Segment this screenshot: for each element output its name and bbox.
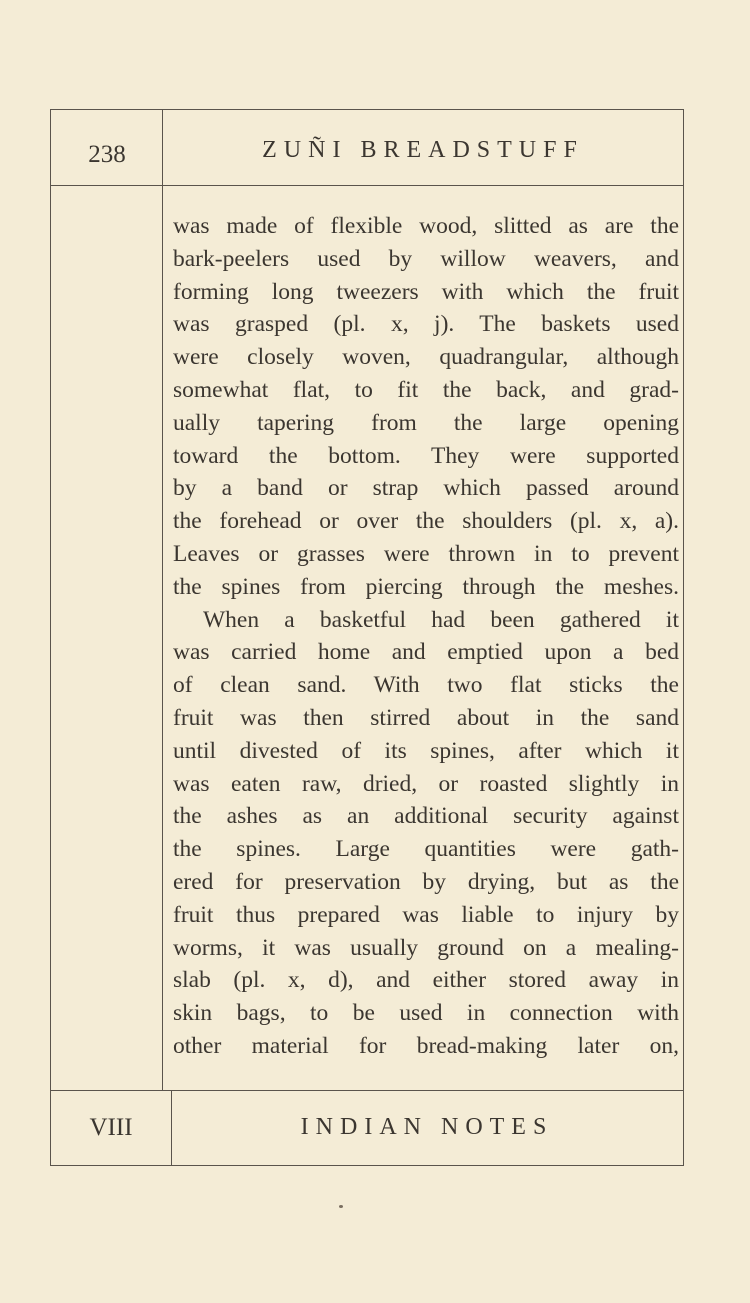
text-line: somewhat flat, to fit the back, and grad- bbox=[173, 376, 679, 403]
text-line: toward the bottom. They were supported bbox=[173, 442, 679, 469]
text-line: ered for preservation by drying, but as the bbox=[173, 868, 679, 895]
body-text bbox=[173, 210, 679, 1063]
page-frame bbox=[50, 109, 684, 1166]
text-line: the spines from piercing through the meshes. bbox=[173, 573, 679, 600]
running-title: ZUÑI BREADSTUFF bbox=[262, 137, 584, 163]
text-line: skin bags, to be used in connection with bbox=[173, 1000, 679, 1027]
text-line: bark-peelers used by willow weavers, and bbox=[173, 245, 679, 272]
paper-speck bbox=[339, 1205, 343, 1208]
text-line: the ashes as an additional security against bbox=[173, 803, 679, 830]
text-line: other material for bread-making later on, bbox=[173, 1032, 679, 1059]
header-divider bbox=[51, 185, 683, 186]
page-number: 238 bbox=[88, 140, 126, 168]
text-line: the spines. Large quantities were gath- bbox=[173, 836, 679, 863]
text-line: fruit thus prepared was liable to injury by bbox=[173, 901, 679, 928]
text-line: forming long tweezers with which the fruit bbox=[173, 278, 679, 305]
text-line: by a band or strap which passed around bbox=[173, 475, 679, 502]
text-line: of clean sand. With two flat sticks the bbox=[173, 672, 679, 699]
text-line: was eaten raw, dried, or roasted slightly in bbox=[173, 770, 679, 797]
margin-divider bbox=[162, 110, 163, 1090]
text-line: was carried home and emptied upon a bed bbox=[173, 639, 679, 666]
text-line: were closely woven, quadrangular, although bbox=[173, 344, 679, 371]
text-line: Leaves or grasses were thrown in to prevent bbox=[173, 540, 679, 567]
text-line: was grasped (pl. x, j). The baskets used bbox=[173, 311, 679, 338]
text-line: slab (pl. x, d), and either stored away in bbox=[173, 967, 679, 994]
text-line: fruit was then stirred about in the sand bbox=[173, 704, 679, 731]
text-line: When a basketful had been gathered it bbox=[203, 606, 679, 633]
text-line: worms, it was usually ground on a mealing- bbox=[173, 934, 679, 961]
text-line: until divested of its spines, after which it bbox=[173, 737, 679, 764]
volume-number: VIII bbox=[89, 1113, 133, 1141]
text-line: ually tapering from the large opening bbox=[173, 409, 679, 436]
series-title: INDIAN NOTES bbox=[300, 1114, 554, 1140]
text-line: was made of flexible wood, slitted as are the bbox=[173, 213, 679, 239]
text-line: the forehead or over the shoulders (pl. x, a). bbox=[173, 508, 679, 535]
